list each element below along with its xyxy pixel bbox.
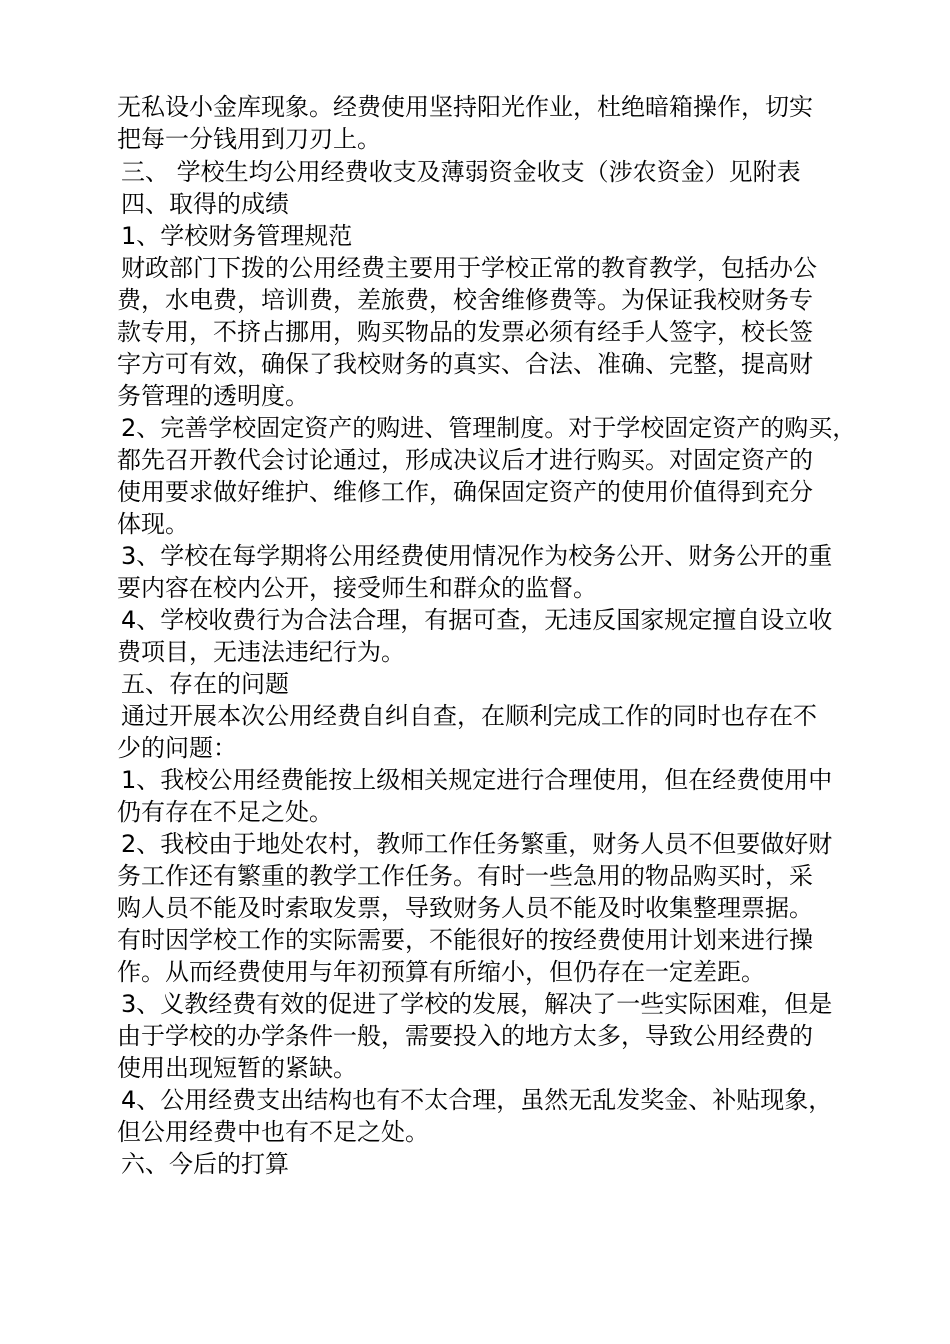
- paragraph-line: 无私设小金库现象。经费使用坚持阳光作业，杜绝暗箱操作，切实: [117, 93, 813, 121]
- paragraph-line: 体现。: [117, 510, 189, 538]
- section-heading: 六、今后的打算: [121, 1150, 289, 1178]
- paragraph-line: 少的问题：: [117, 734, 237, 762]
- paragraph-line: 费，水电费，培训费，差旅费，校舍维修费等。为保证我校财务专: [117, 286, 813, 314]
- paragraph-line: 有时因学校工作的实际需要，不能很好的按经费使用计划来进行操: [117, 926, 813, 954]
- paragraph-line: 财政部门下拨的公用经费主要用于学校正常的教育教学，包括办公: [121, 254, 817, 282]
- section-heading: 三、 学校生均公用经费收支及薄弱资金收支（涉农资金）见附表: [121, 158, 801, 186]
- paragraph-line: 使用出现短暂的紧缺。: [117, 1054, 357, 1082]
- paragraph-line: 由于学校的办学条件一般，需要投入的地方太多，导致公用经费的: [117, 1022, 813, 1050]
- paragraph-line: 字方可有效，确保了我校财务的真实、合法、准确、完整，提高财: [117, 350, 813, 378]
- numbered-item: 2、完善学校固定资产的购进、管理制度。对于学校固定资产的购买，: [121, 414, 857, 442]
- paragraph-line: 把每一分钱用到刀刃上。: [117, 125, 381, 153]
- numbered-item: 4、学校收费行为合法合理，有据可查，无违反国家规定擅自设立收: [121, 606, 833, 634]
- paragraph-line: 都先召开教代会讨论通过，形成决议后才进行购买。对固定资产的: [117, 446, 813, 474]
- numbered-item: 4、公用经费支出结构也有不太合理，虽然无乱发奖金、补贴现象，: [121, 1086, 833, 1114]
- numbered-item: 2、我校由于地处农村，教师工作任务繁重，财务人员不但要做好财: [121, 830, 833, 858]
- paragraph-line: 但公用经费中也有不足之处。: [117, 1118, 429, 1146]
- section-heading: 五、存在的问题: [121, 670, 289, 698]
- numbered-item: 1、我校公用经费能按上级相关规定进行合理使用，但在经费使用中: [121, 766, 833, 794]
- paragraph-line: 务工作还有繁重的教学工作任务。有时一些急用的物品购买时，采: [117, 862, 813, 890]
- paragraph-line: 购人员不能及时索取发票，导致财务人员不能及时收集整理票据。: [117, 894, 813, 922]
- numbered-item: 3、义教经费有效的促进了学校的发展，解决了一些实际困难，但是: [121, 990, 833, 1018]
- paragraph-line: 使用要求做好维护、维修工作，确保固定资产的使用价值得到充分: [117, 478, 813, 506]
- paragraph-line: 通过开展本次公用经费自纠自查，在顺利完成工作的同时也存在不: [121, 702, 817, 730]
- paragraph-line: 费项目，无违法违纪行为。: [117, 638, 405, 666]
- numbered-item: 3、学校在每学期将公用经费使用情况作为校务公开、财务公开的重: [121, 542, 833, 570]
- paragraph-line: 作。从而经费使用与年初预算有所缩小，但仍存在一定差距。: [117, 958, 765, 986]
- section-heading: 四、取得的成绩: [121, 190, 289, 218]
- subsection-heading: 1、学校财务管理规范: [121, 222, 353, 250]
- paragraph-line: 仍有存在不足之处。: [117, 798, 333, 826]
- paragraph-line: 务管理的透明度。: [117, 382, 309, 410]
- paragraph-line: 款专用，不挤占挪用，购买物品的发票必须有经手人签字，校长签: [117, 318, 813, 346]
- paragraph-line: 要内容在校内公开，接受师生和群众的监督。: [117, 574, 597, 602]
